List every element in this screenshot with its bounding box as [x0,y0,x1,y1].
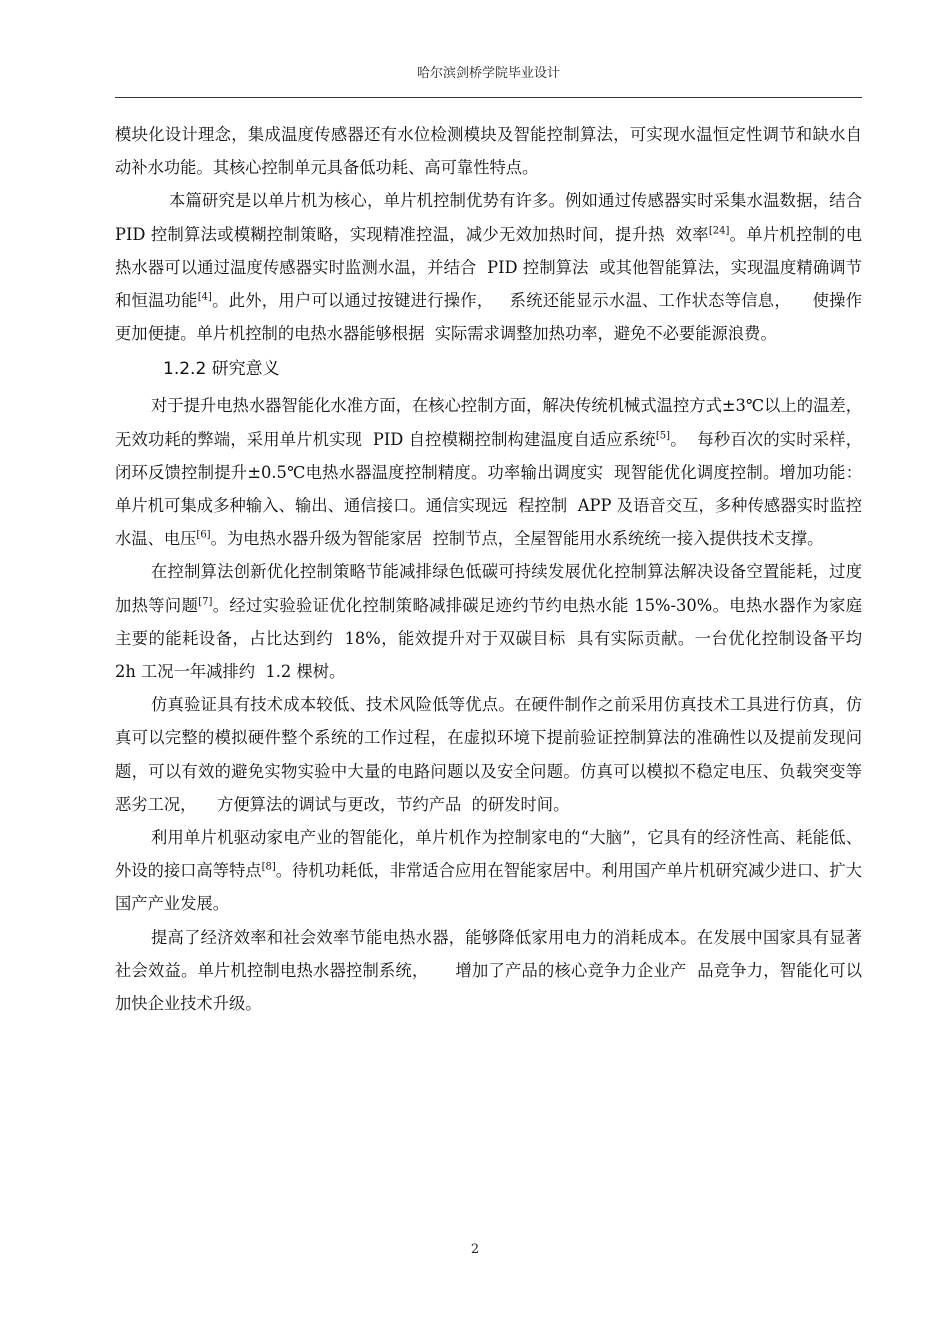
text-span: 。此外，用户可以通过按键进行操作， 系统还能显示水温、工作状态等信息， 使操作更加便捷。单片机控制的电热水器能够根据 实际需求调整加热功率，避免不必要能源浪费。 [115,291,862,344]
citation-ref: [8] [261,861,276,873]
paragraph-intro-continued: 模块化设计理念，集成温度传感器还有水位检测模块及智能控制算法，可实现水温恒定性调节和缺水自动补水功能。其核心控制单元具备低功耗、高可靠性特点。 [115,125,862,178]
text-span: 利用单片机驱动家电产业的智能化，单片机作为控制家电的“大脑”，它具有的经济性高、耗能低、外设的接口高等特点 [115,828,862,881]
paragraph-significance-5: 提高了经济效率和社会效率节能电热水器，能够降低家用电力的消耗成本。在发展中国家具有显著社会效益。单片机控制电热水器控制系统， 增加了产品的核心竞争力企业产 品竞争力，智能化可以加快企业技术升级。 [115,927,862,1014]
text-span: 对于提升电热水器智能化水准方面，在核心控制方面，解决传统机械式温控方式±3℃以上的温差，无效功耗的弊端，采用单片机实现 PID 自控模糊控制构建温度自适应系统 [115,396,862,449]
text-span: 。单片机控制的电热水器可以通过温度传感器实时监测水温，并结合 PID 控制算法 或其他智能算法，实现温度精确调节和恒温功能 [115,224,862,311]
paragraph-significance-1 [115,389,862,555]
paragraph-significance-3: 仿真验证具有技术成本较低、技术风险低等优点。在硬件制作之前采用仿真技术工具进行仿真，仿真可以完整的模拟硬件整个系统的工作过程，在虚拟环境下提前验证控制算法的准确性以及提前发现问题，可以有效的避免实物实验中大量的电路问题以及安全问题。仿真可以模拟不稳定电压、负载突变等恶劣工况， 方便算法的调试与更改，节约产品 的研发时间。 [115,695,862,814]
page-number: 2 [470,1242,480,1257]
page-header: 哈尔滨剑桥学院毕业设计 [416,66,560,81]
text-span: 。为电热水器升级为智能家居 控制节点，全屋智能用水系统统一接入提供技术支撑。 [210,529,824,549]
text-span: 。待机功耗低，非常适合应用在智能家居中。利用国产单片机研究减少进口、扩大国产产业发展。 [115,861,862,914]
text-span: 。经过实验验证优化控制策略减排碳足迹约节约电热水能 15%-30%。电热水器作为家庭主要的能耗设备，占比达到约 18%，能效提升对于双碳目标 具有实际贡献。一台优化控制设备平均 2h 工况一年减排约 1.2 棵树。 [115,595,873,682]
paragraph-research-basis [115,184,873,350]
text-span: 在控制算法创新优化控制策略节能减排绿色低碳可持续发展优化控制算法解决设备空置能耗，过度加热等问题 [115,562,862,615]
citation-ref: [6] [196,529,211,541]
document-body [115,118,873,1020]
text-span: 本篇研究是以单片机为核心，单片机控制优势有许多。例如通过传感器实时采集水温数据，结合 PID 控制算法或模糊控制策略，实现精准控温，减少无效加热时间，提升热 效率 [115,191,873,244]
citation-ref: [7] [198,596,213,608]
section-heading: 1.2.2 研究意义 [163,359,280,380]
citation-ref: [5] [655,430,671,442]
header-divider [115,97,862,98]
paragraph-significance-2 [115,555,873,688]
paragraph-significance-4 [115,821,862,921]
citation-ref: [24] [708,225,730,237]
text-span: 。 每秒百次的实时采样，闭环反馈控制提升±0.5℃电热水器温度控制精度。功率输出调度实 现智能优化调度控制。增加功能：单片机可集成多种输入、输出、通信接口。通信实现远 程控制 APP 及语音交互，多种传感器实时监控水温、电压 [115,429,862,549]
citation-ref: [4] [197,291,212,303]
